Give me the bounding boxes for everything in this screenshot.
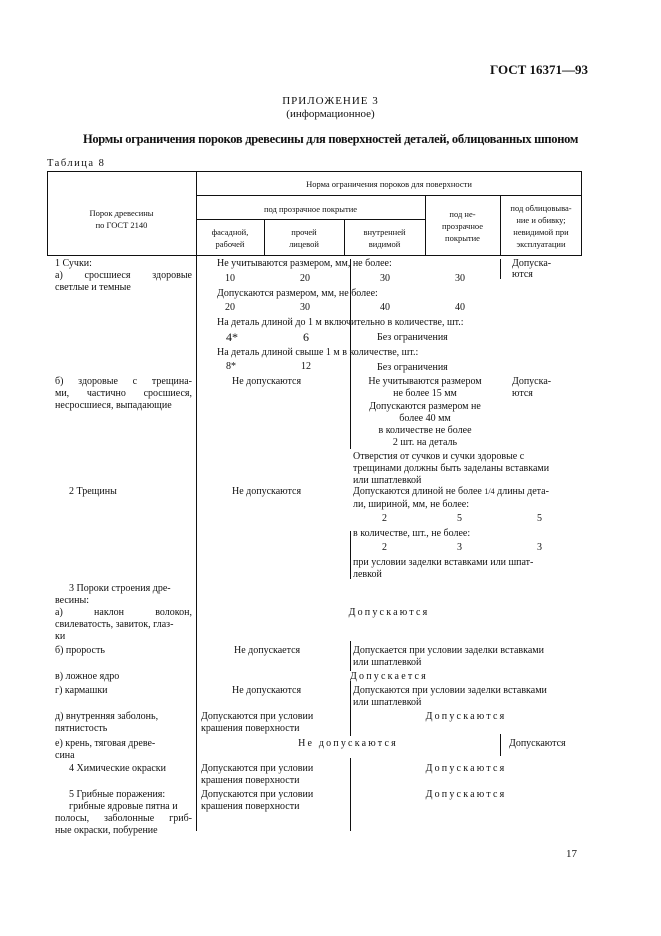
knots-b-allowed-1: Допуска- xyxy=(512,376,552,387)
structure-a-3: ки xyxy=(55,631,66,642)
knots-a-line1: а) сросшиеся здоровые xyxy=(55,270,192,281)
cracks-q3b: 3 xyxy=(537,542,542,553)
cracks-w5: 5 xyxy=(457,513,462,524)
structure-c-value: Допускается xyxy=(350,671,428,682)
knots-w20: 20 xyxy=(225,302,235,313)
col-inner-header: внутренней видимой xyxy=(363,227,406,249)
appendix-title: ПРИЛОЖЕНИЕ 3 xyxy=(282,95,379,107)
table-top-border xyxy=(47,171,582,172)
col-front-header: прочей лицевой xyxy=(289,227,319,249)
fungal-value-1b: крашения поверхности xyxy=(201,801,300,812)
structure-a-value: Допускаются xyxy=(348,607,430,618)
knots-b-ok-3: в количестве не более xyxy=(378,425,472,436)
fungal-title-1: 5 Грибные поражения: xyxy=(69,789,166,800)
cracks-w5b: 5 xyxy=(537,513,542,524)
table-label: Таблица 8 xyxy=(47,158,106,169)
knots-n6: 6 xyxy=(303,330,309,344)
cracks-not-allowed: Не допускаются xyxy=(232,486,302,497)
body-divider-4 xyxy=(350,641,351,671)
knots-b-line3: несросшиеся, выпадающие xyxy=(55,400,172,411)
chemical-value-2: Допускаются xyxy=(425,763,507,774)
knots-no-limit: Без ограничения xyxy=(377,332,448,343)
knots-b-ok-2: более 40 мм xyxy=(399,413,451,424)
col-nontransparent-header: под не- прозрачное покрытие xyxy=(441,209,484,243)
knots-per-part-short: На деталь длиной до 1 м включительно в количестве, шт.: xyxy=(217,317,464,328)
cracks-w2: 2 xyxy=(382,513,387,524)
knots-b-ok-4: 2 шт. на деталь xyxy=(392,437,458,448)
knots-v30b: 30 xyxy=(455,273,465,284)
chemical-value-1b: крашения поверхности xyxy=(201,775,300,786)
structure-d-value-1: Не допускаются xyxy=(232,685,302,696)
fungal-value-1a: Допускаются при условии xyxy=(201,789,314,800)
knots-no-limit-2: Без ограничения xyxy=(377,362,448,373)
structure-b: б) прорость xyxy=(55,645,105,656)
knots-allowed-2: ются xyxy=(512,269,533,280)
structure-a-1: а) наклон волокон, xyxy=(55,607,192,618)
structure-title-1: 3 Пороки строения дре- xyxy=(69,583,171,594)
cracks-qty: в количестве, шт., не более: xyxy=(353,528,471,539)
standard-number: ГОСТ 16371—93 xyxy=(490,62,589,77)
structure-title-2: весины: xyxy=(55,595,89,606)
structure-e-value-1a: Допускаются при условии xyxy=(201,711,314,722)
knots-b-not-counted-2: не более 15 мм xyxy=(393,388,457,399)
col-transparent-header: под прозрачное покрытие xyxy=(263,204,358,214)
knots-w40b: 40 xyxy=(455,302,465,313)
knots-holes-3: или шпатлевкой xyxy=(353,475,422,486)
col-facade-header: фасадной, рабочей xyxy=(211,227,249,249)
structure-e-2: пятнистость xyxy=(55,723,108,734)
body-divider-2 xyxy=(500,259,501,279)
knots-n4: 4* xyxy=(226,330,238,344)
page-title: Нормы ограничения пороков древесины для поверхностей деталей, облицованных шпоном xyxy=(82,132,579,146)
knots-b-allowed-2: ются xyxy=(512,388,533,399)
knots-holes-1: Отверстия от сучков и сучки здоровые с xyxy=(353,451,525,462)
knots-allowed-1: Допуска- xyxy=(512,258,552,269)
cracks-q3: 3 xyxy=(457,542,462,553)
fungal-title-3: полосы, заболонные гриб- xyxy=(55,813,192,824)
appendix-note: (информационное) xyxy=(286,108,375,120)
structure-b-value-1: Не допускается xyxy=(234,645,301,656)
knots-b-ok-1: Допускаются размером не xyxy=(369,401,481,412)
fungal-title-4: ные окраски, побурение xyxy=(55,825,158,836)
header-bottom-border xyxy=(47,255,582,256)
defect-column-divider xyxy=(196,171,197,831)
transparent-divider xyxy=(196,219,425,220)
knots-v30: 30 xyxy=(380,273,390,284)
structure-f-1: е) крень, тяговая древе- xyxy=(55,738,156,749)
knots-n12: 12 xyxy=(301,361,311,372)
cracks-q2: 2 xyxy=(382,542,387,553)
knots-w30: 30 xyxy=(300,302,310,313)
knots-v10: 10 xyxy=(225,273,235,284)
cracks-length-1: Допускаются длиной не более 1/4 длины дета- xyxy=(353,486,549,497)
cracks-title: 2 Трещины xyxy=(69,486,117,497)
cracks-cond-2: левкой xyxy=(353,569,382,580)
structure-e-1: д) внутренняя заболонь, xyxy=(55,711,159,722)
knots-allowed-size: Допускаются размером, мм, не более: xyxy=(217,288,378,299)
structure-d-value-2b: или шпатлевкой xyxy=(353,697,422,708)
structure-d: г) кармашки xyxy=(55,685,108,696)
knots-n8: 8* xyxy=(226,361,236,372)
chemical-title: 4 Химические окраски xyxy=(69,763,167,774)
knots-holes-2: трещинами должны быть заделаны вставками xyxy=(353,463,550,474)
knots-b-line2: ми, частично сросшиеся, xyxy=(55,388,192,399)
body-divider-3 xyxy=(350,531,351,579)
knots-title: 1 Сучки: xyxy=(55,258,92,269)
structure-c: в) ложное ядро xyxy=(55,671,120,682)
structure-e-value-2: Допускаются xyxy=(425,711,507,722)
cracks-fraction: 1/4 xyxy=(484,487,495,496)
structure-b-value-2b: или шпатлевкой xyxy=(353,657,422,668)
knots-v20: 20 xyxy=(300,273,310,284)
body-divider-7 xyxy=(500,734,501,756)
structure-e-value-1b: крашения поверхности xyxy=(201,723,300,734)
knots-b-not-counted-1: Не учитываются размером xyxy=(368,376,482,387)
structure-f-2: сина xyxy=(55,750,75,761)
knots-not-counted: Не учитываются размером, мм, не более: xyxy=(217,258,392,269)
knots-per-part-long: На деталь длиной свыше 1 м в количестве, шт.: xyxy=(217,347,419,358)
col-norm-header: Норма ограничения пороков для поверхности xyxy=(306,179,472,189)
knots-w40: 40 xyxy=(380,302,390,313)
structure-b-value-2a: Допускается при условии заделки вставками xyxy=(353,645,544,656)
knots-b-not-allowed: Не допускаются xyxy=(232,376,302,387)
structure-a-2: свилеватость, завиток, глаз- xyxy=(55,619,174,630)
cracks-cond-1: при условии заделки вставками или шпат- xyxy=(353,557,534,568)
chemical-value-1a: Допускаются при условии xyxy=(201,763,314,774)
knots-b-line1: б) здоровые с трещина- xyxy=(55,376,192,387)
col-defect-header: Порок древесины по ГОСТ 2140 xyxy=(89,208,154,230)
structure-f-value-2: Допускаются xyxy=(509,738,566,749)
knots-a-line2: светлые и темные xyxy=(55,282,131,293)
fungal-value-2: Допускаются xyxy=(425,789,507,800)
structure-f-value-1: Не допускаются xyxy=(298,738,398,749)
defects-table xyxy=(47,171,582,836)
page-number: 17 xyxy=(566,848,577,860)
col-lining-header: под облицовыва- ние и обивку; невидимой при эксплуатации xyxy=(510,203,572,249)
norm-divider xyxy=(196,195,582,196)
structure-d-value-2a: Допускаются при условии заделки вставками xyxy=(353,685,547,696)
fungal-title-2: грибные ядровые пятна и xyxy=(69,801,178,812)
cracks-length-2: ли, шириной, мм, не более: xyxy=(353,499,469,510)
